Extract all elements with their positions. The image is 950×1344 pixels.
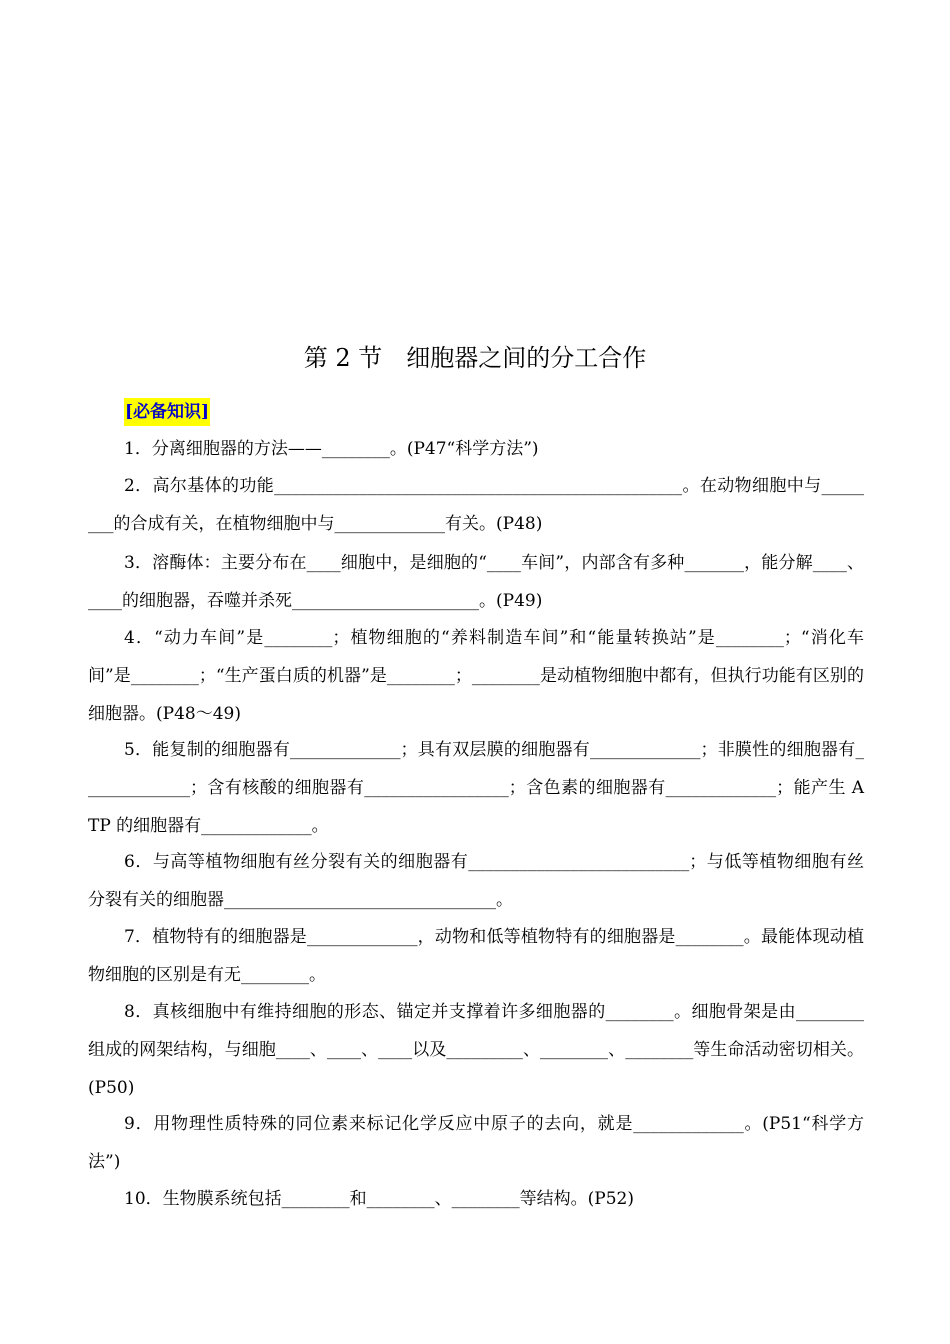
question-6: 6．与高等植物细胞有丝分裂有关的细胞器有__________________________；与低等植物细胞有丝分裂有关的细胞器________________________________。 — [88, 852, 864, 910]
page-title: 第 2 节 细胞器之间的分工合作 — [303, 344, 647, 372]
question-2: 2．高尔基体的功能________________________________________________。在动物细胞中与________的合成有关，在植物细胞中与_____________有关。(P48) — [88, 476, 864, 534]
question-1: 1．分离细胞器的方法——________。(P47“科学方法”) — [124, 439, 539, 459]
question-10: 10．生物膜系统包括________和________、________等结构。(P52) — [124, 1189, 634, 1209]
section-label-required-knowledge: [必备知识] — [124, 398, 210, 426]
question-7: 7．植物特有的细胞器是_____________，动物和低等植物特有的细胞器是________。最能体现动植物细胞的区别是有无________。 — [88, 927, 864, 985]
question-5: 5．能复制的细胞器有_____________；具有双层膜的细胞器有_____________；非膜性的细胞器有_____________；含有核酸的细胞器有_________________；含色素的细胞器有_____________；能产生 ATP 的细胞器有_____________。 — [88, 740, 864, 836]
question-4: 4．“动力车间”是________；植物细胞的“养料制造车间”和“能量转换站”是________；“消化车间”是________；“生产蛋白质的机器”是________；________是动植物细胞中都有，但执行功能有区别的细胞器。(P48～49) — [88, 628, 864, 724]
question-8: 8．真核细胞中有维持细胞的形态、锚定并支撑着许多细胞器的________。细胞骨架是由________组成的网架结构，与细胞____、____、____以及_________、________、________等生命活动密切相关。(P50) — [88, 1002, 864, 1098]
question-3: 3．溶酶体：主要分布在____细胞中，是细胞的“____车间”，内部含有多种_______，能分解____、____的细胞器，吞噬并杀死______________________。(P49) — [88, 553, 864, 611]
question-9: 9．用物理性质特殊的同位素来标记化学反应中原子的去向，就是_____________。(P51“科学方法”) — [88, 1114, 864, 1172]
